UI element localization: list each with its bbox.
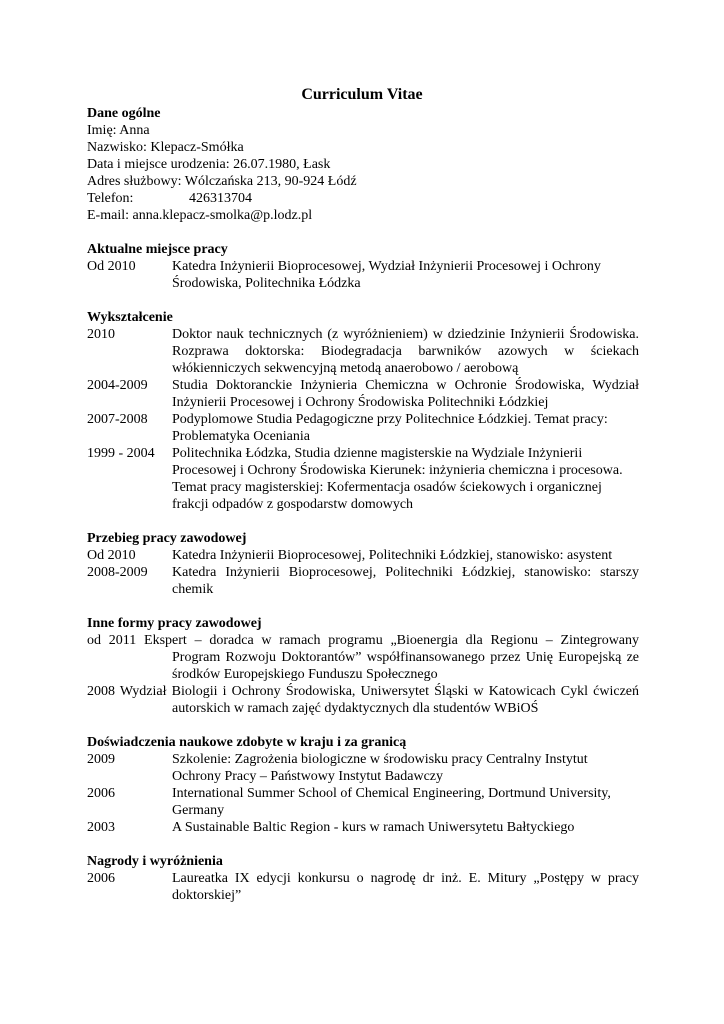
item-text: Politechnika Łódzka, Studia dzienne magisterskie na Wydziale Inżynierii Procesowej i Ochrony Środowiska Kierunek: inżynieria chemiczna i procesowa. Temat pracy magisterskiej: Kofermentacja osadów ściekowych i organicznej frakcji odpadów z gospodarstw domowych <box>172 446 623 512</box>
phone-label: Telefon: <box>87 191 134 206</box>
document-title: Curriculum Vitae <box>301 86 423 103</box>
item-text: Doktor nauk technicznych (z wyróżnieniem) w dziedzinie Inżynierii Środowiska. Rozprawa doktorska: Biodegradacja barwników azowych w ściekach włókienniczych sekwencyjną metodą anaerobowo / aerobową <box>172 327 639 376</box>
item-year: 2007-2008 <box>87 412 148 427</box>
list-item <box>87 377 639 411</box>
section-heading: Dane ogólne <box>87 106 161 121</box>
item-year: 1999 - 2004 <box>87 446 155 461</box>
work-address: Adres służbowy: Wólczańska 213, 90-924 Łódź <box>87 174 357 189</box>
item-year: od 2011 <box>87 633 137 648</box>
item-year: Od 2010 <box>87 259 136 274</box>
item-year: 2009 <box>87 752 115 767</box>
section-career <box>87 530 639 598</box>
item-text: International Summer School of Chemical Engineering, Dortmund University, Germany <box>172 786 611 818</box>
item-text: Ekspert – doradca w ramach programu „Bioenergia dla Regionu – Zintegrowany Program Rozwoju Doktorantów” współfinansowanego przez Unię Europejską ze środków Europejskiego Funduszu Społecznego <box>144 633 640 682</box>
surname: Nazwisko: Klepacz-Smółka <box>87 140 244 155</box>
email-line: E-mail: anna.klepacz-smolka@p.lodz.pl <box>87 208 313 223</box>
item-year: 2006 <box>87 871 115 886</box>
list-item <box>87 258 639 292</box>
first-name: Imię: Anna <box>87 123 150 138</box>
section-general <box>87 105 639 224</box>
list-item <box>87 751 639 785</box>
cv-content <box>87 105 639 921</box>
section-heading: Doświadczenia naukowe zdobyte w kraju i za granicą <box>87 735 407 750</box>
item-text: Szkolenie: Zagrożenia biologiczne w środowisku pracy Centralny Instytut Ochrony Pracy – Państwowy Instytut Badawczy <box>172 752 588 784</box>
phone-value: 426313704 <box>189 191 252 206</box>
item-year: 2006 <box>87 786 115 801</box>
item-text: Katedra Inżynierii Bioprocesowej, Politechniki Łódzkiej, stanowisko: asystent <box>172 548 613 563</box>
section-heading: Nagrody i wyróżnienia <box>87 854 223 869</box>
item-text: Wydział Biologii i Ochrony Środowiska, Uniwersytet Śląski w Katowicach Cykl ćwiczeń autorskich w ramach zajęć dydaktycznych dla studentów WBiOŚ <box>119 684 639 716</box>
phone-line <box>87 190 639 207</box>
item-text: A Sustainable Baltic Region - kurs w ramach Uniwersytetu Bałtyckiego <box>172 820 575 835</box>
item-year: Od 2010 <box>87 548 136 563</box>
list-item <box>87 564 639 598</box>
list-item <box>87 547 639 564</box>
list-item <box>87 785 639 819</box>
list-item <box>87 445 639 513</box>
list-item <box>87 819 639 836</box>
item-text: Podyplomowe Studia Pedagogiczne przy Politechnice Łódzkiej. Temat pracy: Problematyka Oceniania <box>172 412 608 444</box>
section-heading: Wykształcenie <box>87 310 173 325</box>
item-year: 2003 <box>87 820 115 835</box>
section-education <box>87 309 639 513</box>
list-item <box>87 411 639 445</box>
item-year: 2004-2009 <box>87 378 148 393</box>
item-text: Katedra Inżynierii Bioprocesowej, Politechniki Łódzkiej, stanowisko: starszy chemik <box>172 565 639 597</box>
birth-info: Data i miejsce urodzenia: 26.07.1980, Łask <box>87 157 331 172</box>
list-item <box>87 632 639 683</box>
item-year: 2008 <box>87 684 115 699</box>
section-other-work <box>87 615 639 717</box>
item-text: Katedra Inżynierii Bioprocesowej, Wydział Inżynierii Procesowej i Ochrony Środowiska, Politechnika Łódzka <box>172 259 601 291</box>
item-year: 2010 <box>87 327 115 342</box>
section-heading: Inne formy pracy zawodowej <box>87 616 262 631</box>
list-item <box>87 683 639 717</box>
section-workplace <box>87 241 639 292</box>
section-heading: Przebieg pracy zawodowej <box>87 531 247 546</box>
item-year: 2008-2009 <box>87 565 148 580</box>
item-text: Studia Doktoranckie Inżynieria Chemiczna w Ochronie Środowiska, Wydział Inżynierii Procesowej i Ochrony Środowiska Politechniki Łódzkiej <box>172 378 639 410</box>
section-awards <box>87 853 639 904</box>
section-heading: Aktualne miejsce pracy <box>87 242 228 257</box>
list-item <box>87 870 639 904</box>
section-experience <box>87 734 639 836</box>
item-text: Laureatka IX edycji konkursu o nagrodę dr inż. E. Mitury „Postępy w pracy doktorskiej” <box>172 871 639 903</box>
list-item <box>87 326 639 377</box>
